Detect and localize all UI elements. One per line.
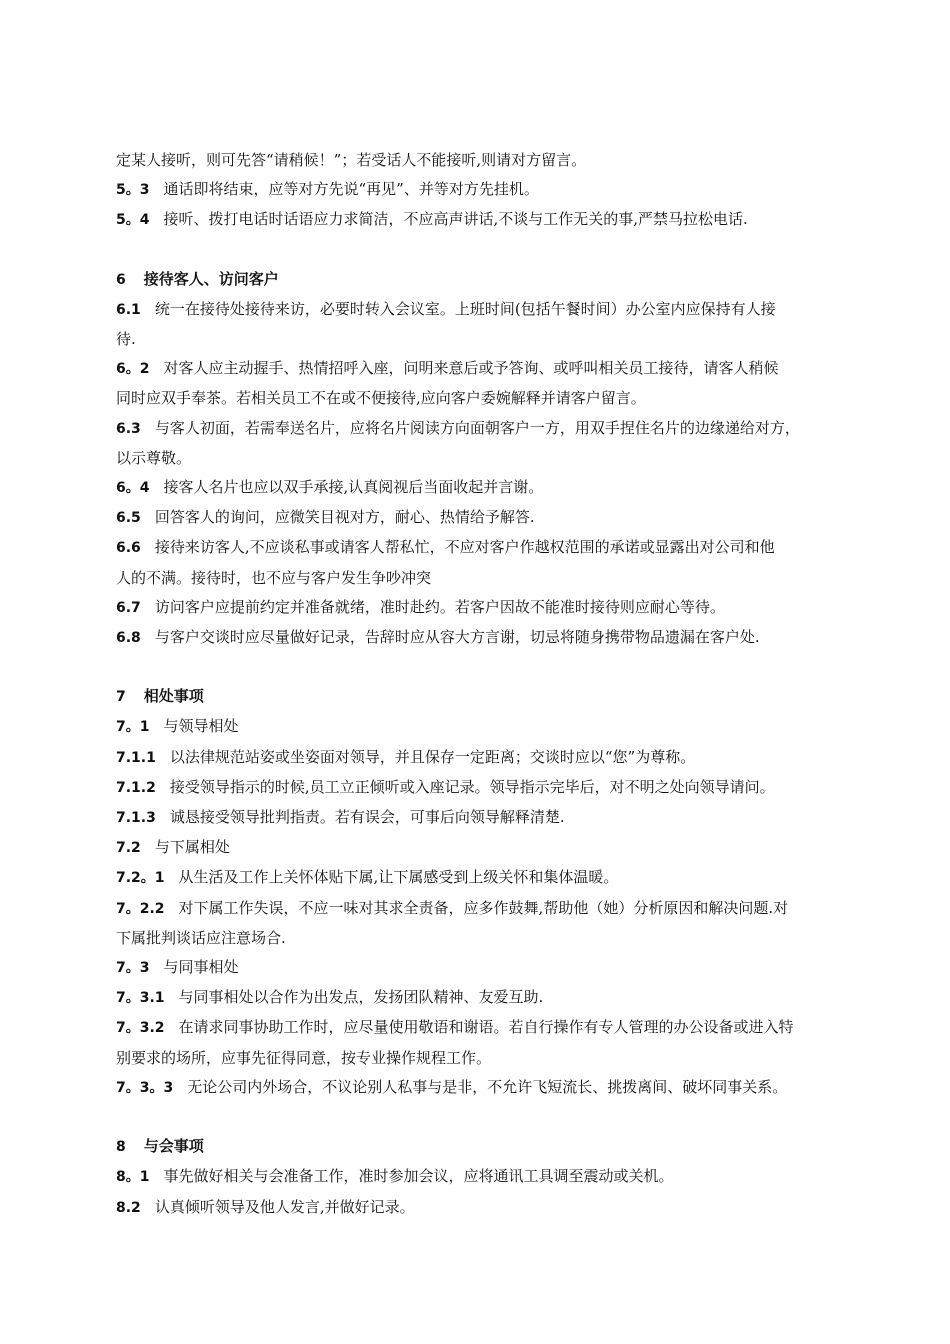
paragraph-line bbox=[116, 295, 876, 325]
paragraph-line bbox=[116, 593, 876, 623]
clause-number: 5。3 bbox=[116, 182, 150, 199]
paragraph-line bbox=[116, 773, 876, 803]
clause-text: 与下属相处 bbox=[154, 838, 230, 857]
clause-number: 6。4 bbox=[116, 480, 150, 497]
clause-text: 回答客人的询问，应微笑目视对方，耐心、热情给予解答. bbox=[154, 508, 535, 527]
clause-text: 别要求的场所，应事先征得同意，按专业操作规程工作。 bbox=[116, 1048, 492, 1067]
clause-text: 同时应双手奉茶。若相关员工不在或不便接待,应向客户委婉解释并请客户留言。 bbox=[116, 389, 646, 408]
paragraph-line bbox=[116, 623, 876, 653]
clause-text: 下属批判谈话应注意场合. bbox=[116, 928, 286, 947]
section-heading bbox=[116, 1132, 876, 1162]
paragraph-line bbox=[116, 564, 876, 593]
paragraph-line bbox=[116, 325, 876, 354]
clause-text: 待. bbox=[116, 330, 136, 349]
clause-number: 8。1 bbox=[116, 1169, 150, 1186]
paragraph-line bbox=[116, 1193, 876, 1223]
clause-text: 认真倾听领导及他人发言,并做好记录。 bbox=[154, 1197, 415, 1216]
paragraph-line bbox=[116, 863, 876, 893]
section-heading bbox=[116, 682, 876, 712]
clause-text: 以法律规范站姿或坐姿面对领导，并且保存一定距离；交谈时应以“您”为尊称。 bbox=[169, 747, 696, 766]
clause-number: 6.8 bbox=[116, 630, 141, 647]
clause-text: 接待来访客人,不应谈私事或请客人帮私忙，不应对客户作越权范围的承诺或显露出对公司和他 bbox=[154, 538, 775, 557]
clause-number: 7。3.1 bbox=[116, 990, 165, 1007]
paragraph-line bbox=[116, 205, 876, 235]
clause-text: 在请求同事协助工作时，应尽量使用敬语和谢语。若自行操作有专人管理的办公设备或进入特 bbox=[178, 1018, 794, 1037]
section-heading bbox=[116, 265, 876, 295]
clause-text: 定某人接听，则可先答“请稍候！”；若受话人不能接听,则请对方留言。 bbox=[116, 151, 587, 169]
paragraph-line bbox=[116, 1044, 876, 1073]
clause-text: 接受领导指示的时候,员工立正倾听或入座记录。领导指示完毕后，对不明之处向领导请问。 bbox=[169, 777, 775, 796]
clause-number: 6.3 bbox=[116, 420, 141, 437]
paragraph-line bbox=[116, 384, 876, 413]
clause-number: 7.1.3 bbox=[116, 810, 156, 827]
clause-number: 7。1 bbox=[116, 719, 150, 736]
paragraph-line bbox=[116, 354, 876, 384]
clause-number: 6.6 bbox=[116, 540, 141, 557]
clause-text: 与同事相处 bbox=[163, 958, 239, 977]
paragraph-line bbox=[116, 894, 876, 924]
clause-number: 6.7 bbox=[116, 599, 141, 616]
clause-text: 与客户交谈时应尽量做好记录，告辞时应从容大方言谢，切忌将随身携带物品遗漏在客户处. bbox=[154, 628, 760, 647]
clause-number: 6.1 bbox=[116, 301, 141, 318]
clause-number: 6。2 bbox=[116, 361, 150, 378]
clause-text: 以示尊敬。 bbox=[116, 448, 192, 467]
paragraph-line bbox=[116, 533, 876, 563]
clause-text: 人的不满。接待时，也不应与客户发生争吵冲突 bbox=[116, 568, 432, 587]
clause-text: 统一在接待处接待来访，必要时转入会议室。上班时间(包括午餐时间）办公室内应保持有人接 bbox=[154, 299, 776, 318]
clause-text: 诚恳接受领导批判指责。若有误会，可事后向领导解释清楚. bbox=[169, 808, 565, 827]
clause-text: 对客人应主动握手、热情招呼入座，问明来意后或予答询、或呼叫相关员工接待，请客人稍候 bbox=[163, 359, 779, 378]
clause-number: 7.2。1 bbox=[116, 870, 165, 887]
clause-number: 7。3.2 bbox=[116, 1020, 165, 1037]
clause-number: 7。2.2 bbox=[116, 900, 165, 917]
clause-text: 无论公司内外场合，不议论别人私事与是非，不允许飞短流长、挑拨离间、破坏同事关系。 bbox=[187, 1077, 788, 1096]
clause-number: 7.2 bbox=[116, 840, 141, 857]
paragraph-line bbox=[116, 1073, 876, 1103]
paragraph-line bbox=[116, 473, 876, 503]
paragraph-line bbox=[116, 803, 876, 833]
clause-number: 5。4 bbox=[116, 212, 150, 229]
section-title: 相处事项 bbox=[143, 687, 204, 706]
clause-text: 与同事相处以合作为出发点，发扬团队精神、友爱互助. bbox=[178, 988, 544, 1007]
paragraph-line bbox=[116, 712, 876, 742]
paragraph-line bbox=[116, 503, 876, 533]
document-page bbox=[116, 146, 876, 1223]
clause-text: 与客人初面，若需奉送名片，应将名片阅读方向面朝客户一方，用双手捏住名片的边缘递给对方， bbox=[154, 418, 800, 437]
paragraph-line bbox=[116, 743, 876, 773]
clause-number: 7.1.1 bbox=[116, 749, 156, 766]
section-number: 8 bbox=[116, 1139, 126, 1156]
clause-text: 接客人名片也应以双手承接,认真阅视后当面收起并言谢。 bbox=[163, 478, 544, 497]
clause-text: 接听、拨打电话时话语应力求简洁，不应高声讲话,不谈与工作无关的事,严禁马拉松电话. bbox=[163, 210, 748, 229]
paragraph-line bbox=[116, 1013, 876, 1043]
section-number: 7 bbox=[116, 689, 126, 706]
paragraph-line bbox=[116, 444, 876, 473]
clause-text: 与领导相处 bbox=[163, 717, 239, 736]
clause-number: 6.5 bbox=[116, 510, 141, 527]
clause-number: 7.1.2 bbox=[116, 779, 156, 796]
paragraph-line bbox=[116, 833, 876, 863]
paragraph-line bbox=[116, 983, 876, 1013]
clause-text: 对下属工作失误，不应一味对其求全责备，应多作鼓舞,帮助他（她）分析原因和解决问题.对 bbox=[178, 898, 789, 917]
clause-text: 通话即将结束，应等对方先说“再见”、并等对方先挂机。 bbox=[163, 180, 539, 199]
section-title: 与会事项 bbox=[143, 1137, 204, 1156]
clause-number: 7。3。3 bbox=[116, 1079, 174, 1096]
clause-text: 访问客户应提前约定并准备就绪，准时赴约。若客户因故不能准时接待则应耐心等待。 bbox=[154, 597, 725, 616]
paragraph-line bbox=[116, 175, 876, 205]
paragraph-line bbox=[116, 146, 876, 175]
clause-number: 8.2 bbox=[116, 1199, 141, 1216]
paragraph-line bbox=[116, 924, 876, 953]
section-title: 接待客人、访问客户 bbox=[143, 269, 279, 288]
paragraph-line bbox=[116, 1162, 876, 1192]
clause-text: 从生活及工作上关怀体贴下属,让下属感受到上级关怀和集体温暖。 bbox=[178, 868, 619, 887]
section-number: 6 bbox=[116, 271, 126, 288]
clause-text: 事先做好相关与会准备工作，准时参加会议，应将通讯工具调至震动或关机。 bbox=[163, 1167, 674, 1186]
paragraph-line bbox=[116, 953, 876, 983]
clause-number: 7。3 bbox=[116, 960, 150, 977]
paragraph-line bbox=[116, 414, 876, 444]
